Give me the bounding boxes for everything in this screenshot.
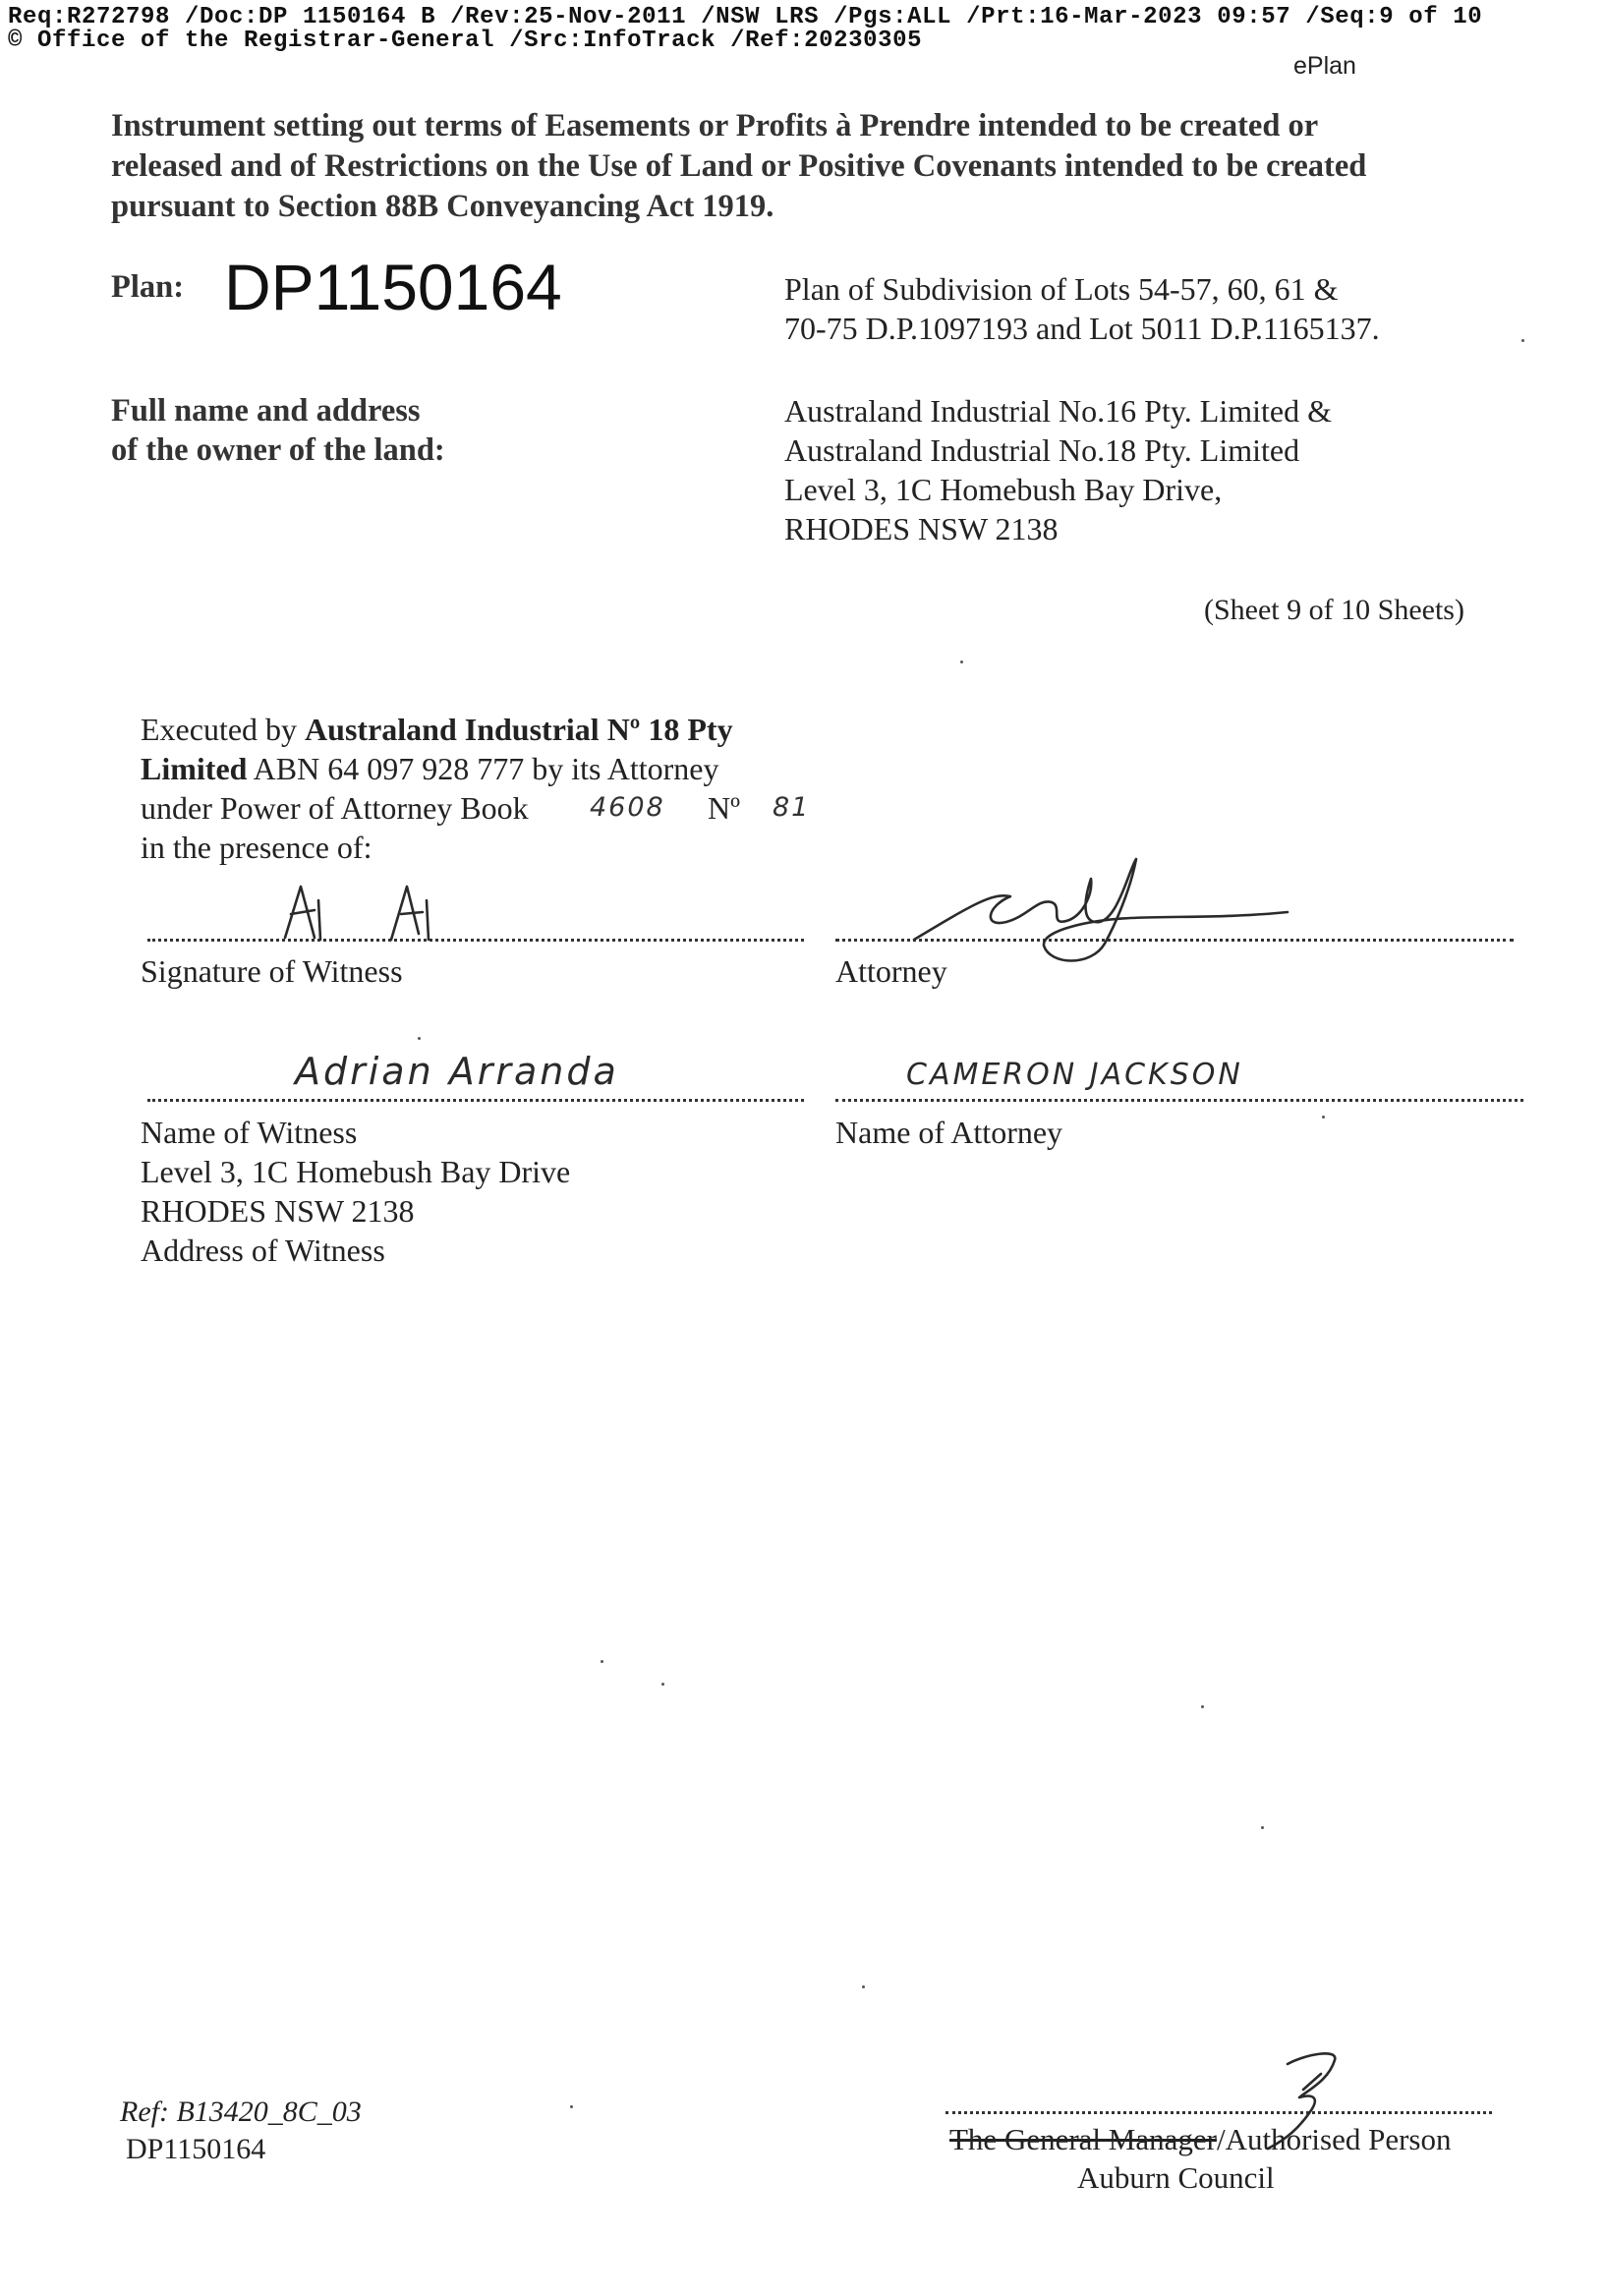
plan-label: Plan: xyxy=(111,269,185,305)
execution-line-3 xyxy=(141,788,529,829)
number-label: Nº xyxy=(708,790,741,826)
owner-line-1: Australand Industrial No.16 Pty. Limited & xyxy=(784,393,1332,429)
book-number-handwritten: 4608 xyxy=(590,792,665,823)
witness-name-line xyxy=(147,1099,804,1102)
authority-title xyxy=(949,2119,1452,2159)
authority-slash: / xyxy=(1216,2122,1226,2156)
sheet-number: (Sheet 9 of 10 Sheets) xyxy=(1204,594,1464,626)
instrument-title-line-2: released and of Restrictions on the Use of Land or Positive Covenants intended to be created xyxy=(111,148,1367,184)
witness-signature-label: Signature of Witness xyxy=(141,953,403,989)
owner-label-line-2: of the owner of the land: xyxy=(111,432,445,468)
document-header-line-1: Req:R272798 /Doc:DP 1150164 B /Rev:25-Nov-2011 /NSW LRS /Pgs:ALL /Prt:16-Mar-2023 09:57 /Seq:9 of 10 xyxy=(8,4,1483,30)
authority-rest: Authorised Person xyxy=(1225,2122,1452,2156)
witness-signature xyxy=(275,875,472,946)
plan-description-line-1: Plan of Subdivision of Lots 54-57, 60, 61 & xyxy=(784,271,1339,307)
footer-plan-number: DP1150164 xyxy=(126,2133,266,2165)
owner-line-3: Level 3, 1C Homebush Bay Drive, xyxy=(784,472,1223,507)
owner-label-line-1: Full name and address xyxy=(111,393,421,429)
document-header-line-2: © Office of the Registrar-General /Src:InfoTrack /Ref:20230305 xyxy=(8,28,923,54)
power-of-attorney-text: under Power of Attorney Book xyxy=(141,790,529,826)
plan-description-line-2: 70-75 D.P.1097193 and Lot 5011 D.P.1165137. xyxy=(784,311,1380,346)
witness-name-handwritten: Adrian Arranda xyxy=(295,1050,619,1093)
attorney-label: Attorney xyxy=(835,953,947,989)
instrument-title-line-3: pursuant to Section 88B Conveyancing Act 1919. xyxy=(111,189,774,224)
presence-text: in the presence of: xyxy=(141,830,372,865)
witness-address-line-2: RHODES NSW 2138 xyxy=(141,1193,415,1229)
execution-prefix: Executed by xyxy=(141,712,306,747)
witness-signature-line xyxy=(147,939,804,942)
witness-address-label: Address of Witness xyxy=(141,1233,385,1268)
instrument-title-line-1: Instrument setting out terms of Easements or Profits à Prendre intended to be created or xyxy=(111,108,1319,144)
witness-name-label: Name of Witness xyxy=(141,1115,358,1150)
authority-struck-text: The General Manager xyxy=(949,2122,1217,2156)
attorney-name-label: Name of Attorney xyxy=(835,1115,1063,1150)
abn-text: ABN 64 097 928 777 by its Attorney xyxy=(247,751,719,786)
attorney-name-handwritten: CAMERON JACKSON xyxy=(906,1058,1243,1092)
authority-signature-line xyxy=(945,2111,1492,2114)
company-name-line-2: Limited xyxy=(141,751,248,786)
number-handwritten: 81 xyxy=(773,792,811,823)
eplan-label: ePlan xyxy=(1293,52,1356,80)
execution-line-1 xyxy=(141,710,733,750)
witness-address-line-1: Level 3, 1C Homebush Bay Drive xyxy=(141,1154,571,1189)
attorney-name-line xyxy=(835,1099,1523,1102)
owner-line-2: Australand Industrial No.18 Pty. Limited xyxy=(784,432,1300,468)
execution-line-2 xyxy=(141,749,718,789)
plan-number: DP1150164 xyxy=(224,251,562,323)
company-name-line-1: Australand Industrial Nº 18 Pty xyxy=(305,712,733,747)
council-name: Auburn Council xyxy=(1077,2160,1275,2195)
owner-line-4: RHODES NSW 2138 xyxy=(784,511,1059,546)
reference-number: Ref: B13420_8C_03 xyxy=(120,2095,362,2128)
